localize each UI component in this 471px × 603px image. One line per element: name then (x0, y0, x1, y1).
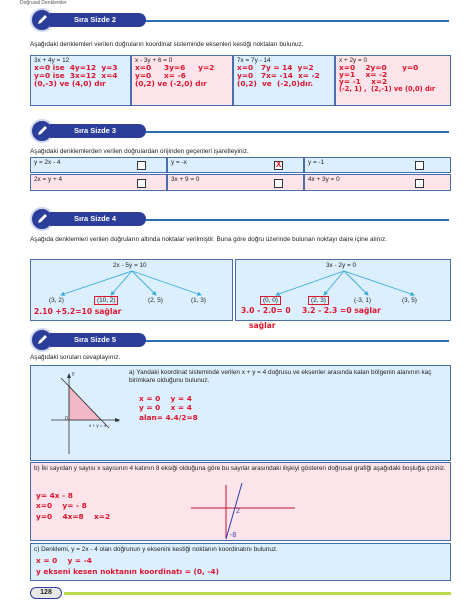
answer-line: x=0 7y = 14 y=2 (237, 63, 314, 72)
checkbox-mark: X (276, 160, 282, 169)
section-banner-3 (30, 119, 150, 143)
graph-axis-label: 0 (65, 416, 68, 422)
answer: 2.10 +5.2=10 sağlar (34, 307, 122, 316)
equation-box-2 (131, 55, 233, 106)
checkbox[interactable] (415, 161, 424, 170)
section-title: Sıra Sizde 3 (50, 124, 146, 138)
equation: 3x + 9 = 0 (171, 176, 200, 183)
origin-item-2 (167, 157, 304, 173)
pen-icon (36, 14, 48, 26)
question-b-box (30, 462, 451, 541)
answer-line: x = 0 y = -4 (36, 556, 92, 565)
origin-item-1 (30, 157, 167, 173)
point-option[interactable]: (3, 2) (49, 297, 64, 304)
section-banner-2 (30, 8, 150, 32)
graph-line-label: x + y = 4 (89, 423, 107, 428)
graph-axis-label: x (117, 418, 120, 424)
instruction: Aşağıda denklemleri verilen doğruların altında noktalar verilmiştir. Buna göre doğru üzerinde bulunan noktayı daire içine alınız. (30, 236, 388, 243)
equation: 2x = y + 4 (34, 176, 63, 183)
answer-line: y = 0 x = 4 (139, 403, 192, 412)
origin-item-4 (30, 174, 167, 191)
graph-label: 2 (236, 508, 240, 515)
equation: y = -x (171, 159, 187, 166)
answer-line: y=0 7x= -14 x= -2 (237, 71, 320, 81)
equation: 3x + 4y = 12 (34, 57, 70, 64)
equation: y = 2x - 4 (34, 159, 61, 166)
question-a: a) Yandaki koordinat sisteminde verilen x + y = 4 doğrusu ve eksenler arasında kalan bölgenin alanının kaç birimkare olduğunu bulunuz. (129, 369, 432, 385)
answer: sağlar (249, 321, 276, 330)
answer-line: y=0 4x=8 x=2 (36, 512, 111, 521)
answer-line: y=0 x= -6 (135, 71, 186, 81)
footer-line (64, 592, 451, 595)
answer-line: x=0 ise 4y=12 y=3 (34, 63, 118, 72)
answer: 3.0 - 2.0= 0 (241, 306, 291, 315)
point-option[interactable]: (-3, 1) (354, 297, 372, 304)
answer-line: (-2, 1) , (2,-1) ve (0,0) dır (339, 85, 436, 94)
answer-line: y ekseni kesen noktanın koordinatı = (0, -4) (36, 567, 219, 576)
section-title: Sıra Sizde 4 (50, 212, 146, 226)
origin-item-5 (167, 174, 304, 191)
checkbox[interactable] (137, 161, 146, 170)
equation: x + 2y = 0 (339, 57, 368, 64)
equation: x - 3y + 6 = 0 (135, 57, 173, 64)
pen-icon (36, 334, 48, 346)
equation-box-3 (233, 55, 335, 106)
point-box-right (235, 259, 451, 321)
page-header: Doğrusal Denklemler (20, 0, 67, 6)
equation-box-1 (30, 55, 131, 106)
page-number: 128 (30, 587, 62, 599)
point-option-circled[interactable]: (10, 2) (94, 296, 118, 305)
checkbox[interactable] (415, 179, 424, 188)
equation: 2x - 5y = 10 (113, 262, 147, 269)
point-option[interactable]: (1, 3) (191, 297, 206, 304)
question-a-box (30, 365, 451, 461)
equation: 3x - 2y = 0 (326, 262, 357, 269)
answer-line: y= 4x - 8 (36, 491, 73, 500)
checkbox[interactable] (137, 179, 146, 188)
question-b: b) İki sayıdan y sayısı x sayısının 4 katının 8 eksiği olduğuna göre bu sayılar arasındaki ilişkiyi gösteren doğrusal grafiği aşağıdaki boşluğa çiziniz. (34, 465, 446, 472)
answer-line: y= -1 x=2 (339, 76, 388, 86)
point-option[interactable]: (2, 5) (148, 297, 163, 304)
checkbox[interactable] (274, 161, 283, 170)
hand-drawn-graph (183, 481, 303, 541)
answer-line: alan= 4.4/2=8 (139, 413, 198, 422)
checkbox[interactable] (274, 179, 283, 188)
question-c-box (30, 543, 451, 581)
instruction: Aşağıdaki soruları cevaplayınız. (30, 354, 121, 361)
section-title: Sıra Sizde 2 (50, 13, 146, 27)
equation: 4x + 3y = 0 (308, 176, 340, 183)
answer-line: y=0 ise 3x=12 x=4 (34, 71, 118, 81)
coordinate-graph (49, 372, 121, 456)
answer-line: x=0 2y=0 y=0 (339, 63, 419, 72)
section-banner-5 (30, 328, 150, 352)
equation: y = -1 (308, 159, 325, 166)
pen-icon (36, 125, 48, 137)
equation: 7x = 7y - 14 (237, 57, 271, 64)
pen-icon (36, 213, 48, 225)
graph-label: -8 (230, 532, 237, 539)
point-option-circled[interactable]: (2, 3) (308, 296, 329, 305)
point-option[interactable]: (3, 5) (402, 297, 417, 304)
equation-box-4 (335, 55, 451, 106)
origin-item-3 (304, 157, 451, 173)
answer-line: y=1 x= -2 (339, 70, 388, 80)
graph-axis-label: y (72, 371, 75, 377)
answer-line: x = 0 y = 4 (139, 394, 192, 403)
answer-line: x=0 y= - 8 (36, 501, 87, 510)
point-option-circled[interactable]: (0, 0) (260, 296, 281, 305)
instruction: Aşağıdaki denklemlerden verilen doğrulardan orijinden geçenleri işaretleyiniz. (30, 148, 249, 155)
answer-line: x=0 3y=6 y=2 (135, 63, 215, 72)
answer-line: (0,2) ve (-2,0) dır (135, 79, 207, 89)
section-title: Sıra Sizde 5 (50, 333, 146, 347)
instruction: Aşağıdaki denklemleri verilen doğruların koordinat sisteminde eksenleri kestiği noktaları bulunuz. (30, 41, 304, 48)
origin-item-6 (304, 174, 451, 191)
answer-line: (0,2) ve (-2,0)dır. (237, 79, 314, 89)
answer: 3.2 - 2.3 =0 sağlar (302, 306, 381, 315)
section-banner-4 (30, 207, 150, 231)
question-c: c) Denklemi, y = 2x - 4 olan doğrunun y eksenini kestiği noktanın koordinatını bulunuz. (34, 546, 278, 553)
point-box-left (30, 259, 233, 321)
answer-line: (0,-3) ve (4,0) dır (34, 79, 106, 89)
